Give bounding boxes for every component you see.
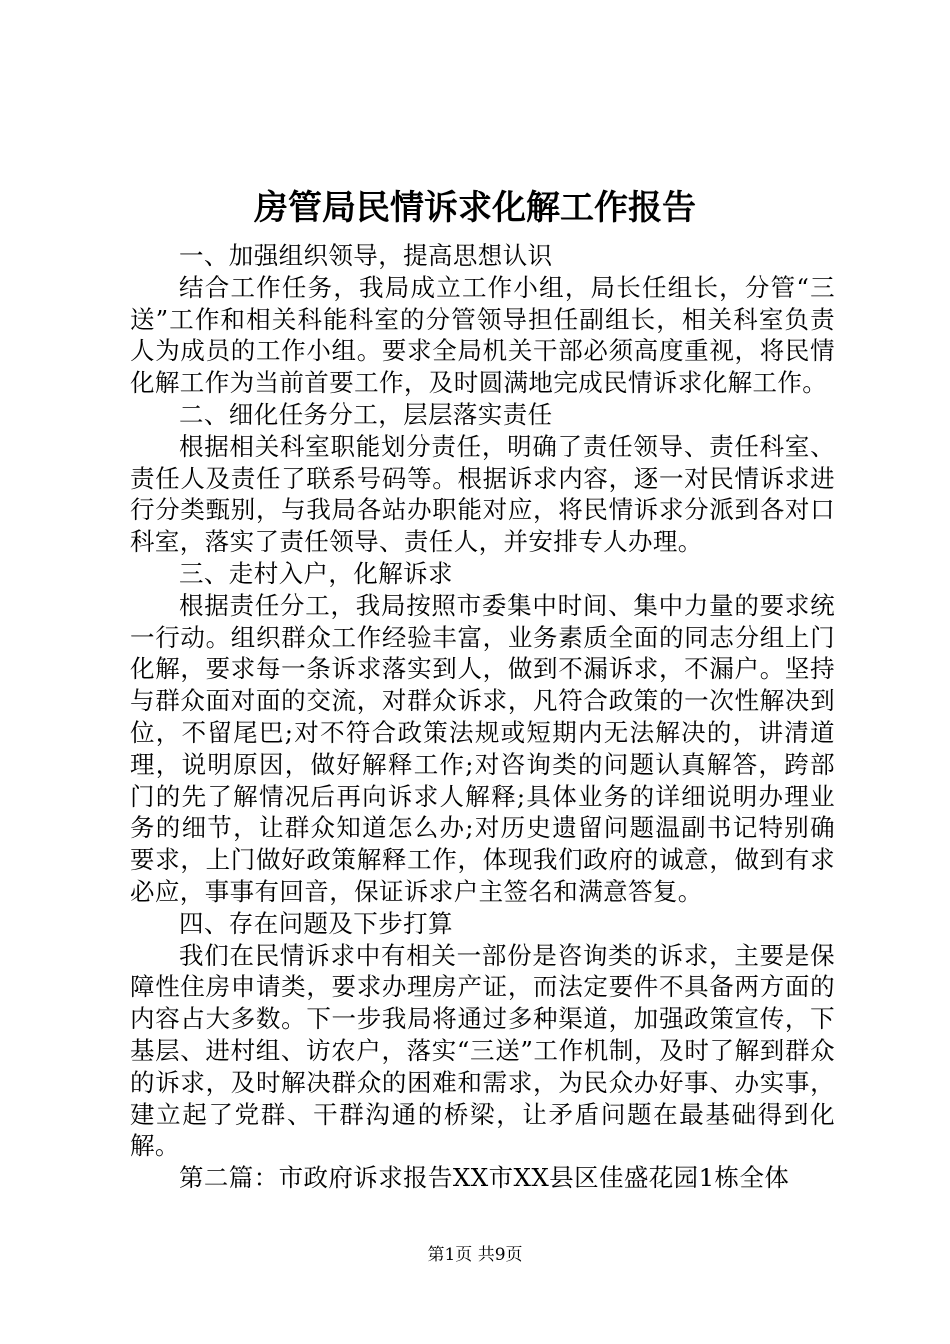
section-heading-3: 三、走村入户，化解诉求 <box>179 558 453 588</box>
page-title: 房管局民情诉求化解工作报告 <box>254 188 696 228</box>
paragraph-4: 我们在民情诉求中有相关一部份是咨询类的诉求，主要是保障性住房申请类，要求办理房产证，而法定要件不具备两方面的内容占大多数。下一步我局将通过多种渠道，加强政策宣传，下基层、进村组、访农户，落实“三送”工作机制，及时了解到群众的诉求，及时解决群众的困难和需求，为民众办好事、办实事，建立起了党群、干群沟通的桥梁，让矛盾问题在最基础得到化解。 <box>130 940 835 1161</box>
page-footer: 第1页 共9页 <box>427 1245 523 1265</box>
paragraph-3: 根据责任分工，我局按照市委集中时间、集中力量的要求统一行动。组织群众工作经验丰富，业务素质全面的同志分组上门化解，要求每一条诉求落实到人，做到不漏诉求，不漏户。坚持与群众面对面的交流，对群众诉求，凡符合政策的一次性解决到位，不留尾巴;对不符合政策法规或短期内无法解决的，讲清道理，说明原因，做好解释工作;对咨询类的问题认真解答，跨部门的先了解情况后再向诉求人解释;具体业务的详细说明办理业务的细节，让群众知道怎么办;对历史遗留问题温副书记特别确要求，上门做好政策解释工作，体现我们政府的诚意，做到有求必应，事事有回音，保证诉求户主签名和满意答复。 <box>130 590 835 906</box>
paragraph-1: 结合工作任务，我局成立工作小组，局长任组长，分管“三送”工作和相关科能科室的分管领导担任副组长，相关科室负责人为成员的工作小组。要求全局机关干部必须高度重视，将民情化解工作为当前首要工作，及时圆满地完成民情诉求化解工作。 <box>130 272 835 398</box>
section-heading-2: 二、细化任务分工，层层落实责任 <box>179 399 553 429</box>
paragraph-2: 根据相关科室职能划分责任，明确了责任领导、责任科室、责任人及责任了联系号码等。根据诉求内容，逐一对民情诉求进行分类甄别，与我局各站办职能对应，将民情诉求分派到各对口科室，落实了责任领导、责任人，并安排专人办理。 <box>130 431 835 557</box>
section-heading-1: 一、加强组织领导，提高思想认识 <box>179 241 553 270</box>
paragraph-5: 第二篇：市政府诉求报告XX市XX县区佳盛花园1栋全体 <box>179 1163 790 1193</box>
section-heading-4: 四、存在问题及下步打算 <box>179 908 453 938</box>
document-body <box>130 240 835 1194</box>
